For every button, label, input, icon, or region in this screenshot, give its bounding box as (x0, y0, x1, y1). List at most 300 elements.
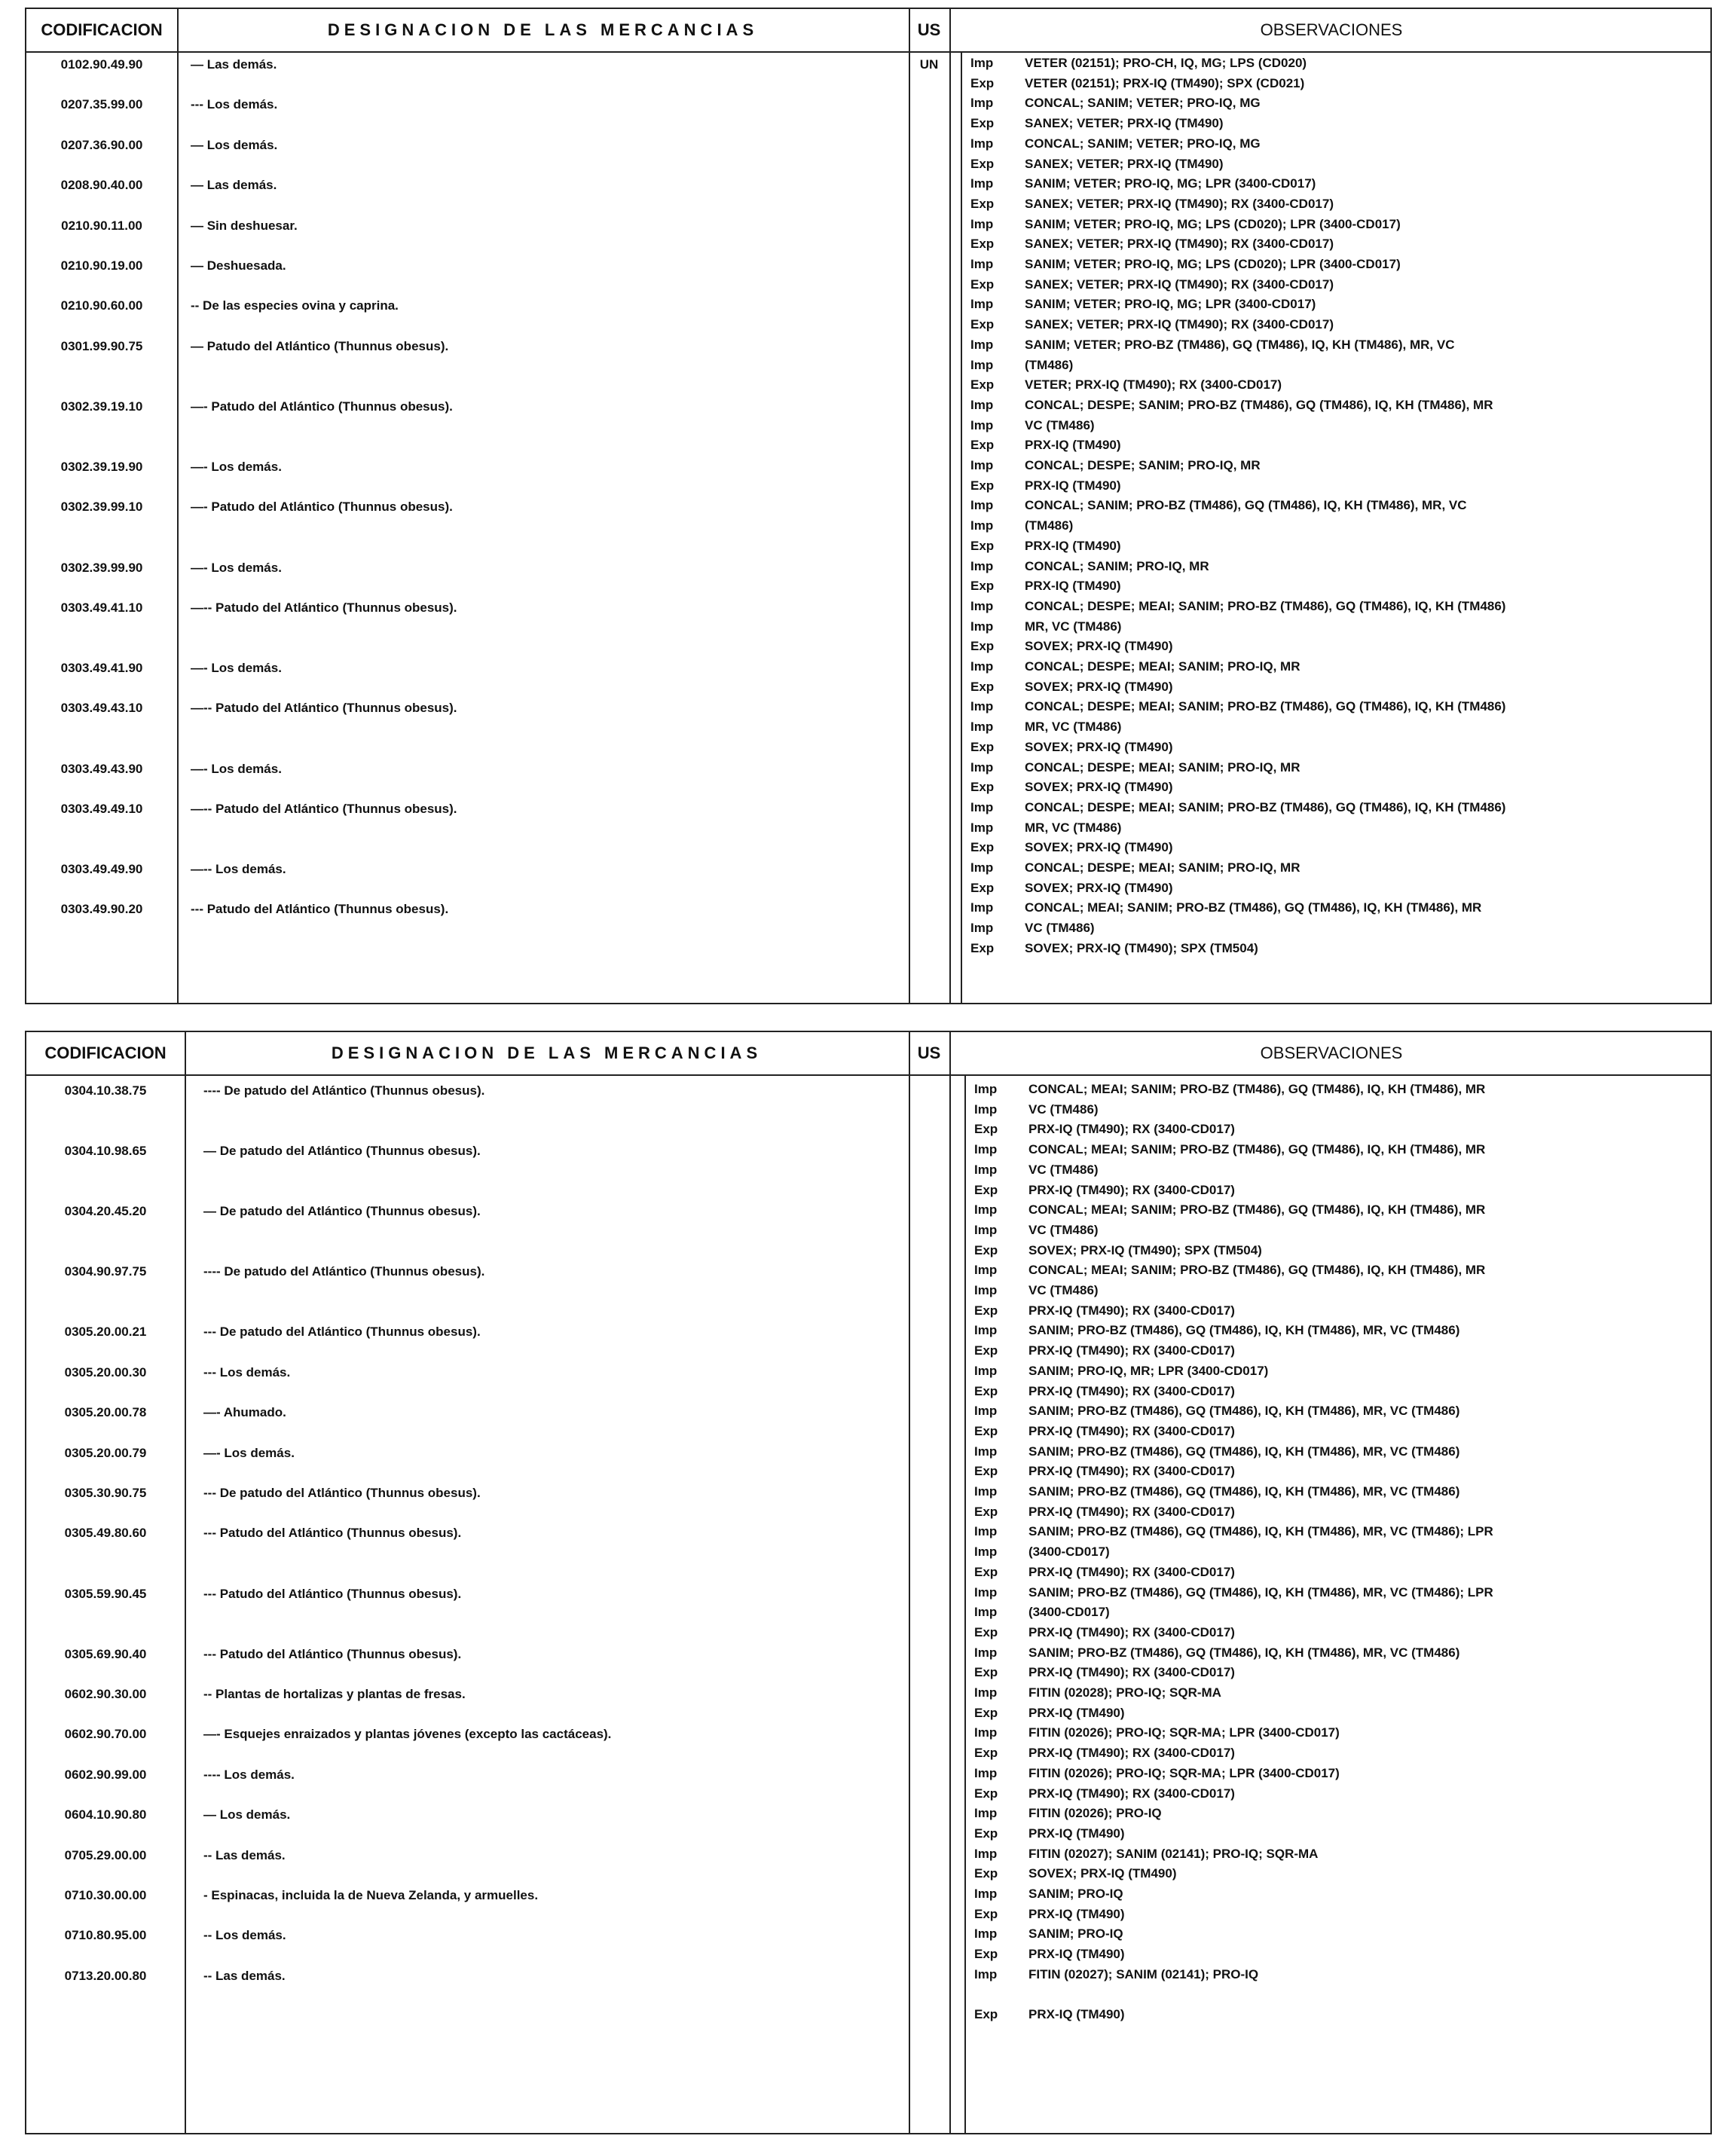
observation-line (974, 1786, 1235, 1801)
row-description: —- Esquejes enraizados y plantas jóvenes (excepto las cactáceas). (203, 1727, 612, 1742)
observation-line (970, 136, 1261, 151)
observation-line (974, 1404, 1459, 1419)
observation-type: Imp (974, 1222, 998, 1237)
observation-type: Exp (970, 317, 995, 332)
observation-type: Imp (970, 659, 994, 674)
observation-text: SANIM; PRO-IQ (1028, 1887, 1123, 1901)
observation-text: SANEX; VETER; PRX-IQ (TM490); RX (3400-CD017) (1025, 237, 1334, 252)
row-code: 0604.10.90.80 (64, 1807, 147, 1823)
observation-line (974, 1685, 1221, 1700)
observation-line (974, 1343, 1235, 1358)
observation-line (970, 579, 1121, 594)
observation-text: PRX-IQ (TM490); RX (3400-CD017) (1028, 1122, 1235, 1137)
observation-text: PRX-IQ (TM490) (1028, 1826, 1125, 1841)
observation-type: Imp (970, 558, 994, 573)
observation-type: Imp (970, 417, 994, 432)
observation-type: Imp (970, 136, 994, 151)
observation-text: PRX-IQ (TM490); RX (3400-CD017) (1028, 1665, 1235, 1680)
row-description: —-- Patudo del Atlántico (Thunnus obesus). (191, 600, 457, 615)
header-designacion: DESIGNACION DE LAS MERCANCIAS (331, 1043, 763, 1062)
observation-line (974, 1364, 1268, 1379)
observation-text: SANIM; PRO-IQ, MR; LPR (3400-CD017) (1028, 1363, 1269, 1378)
row-code: 0602.90.70.00 (64, 1727, 147, 1742)
observation-text: VETER (02151); PRO-CH, IQ, MG; LPS (CD020) (1025, 56, 1307, 70)
row-description: --- Patudo del Atlántico (Thunnus obesus). (191, 902, 449, 917)
observation-type: Imp (974, 1202, 998, 1218)
observation-type: Imp (970, 799, 994, 814)
observation-line (974, 1988, 1028, 2003)
observation-text: PRX-IQ (TM490); RX (3400-CD017) (1028, 1383, 1235, 1398)
header-codificacion: CODIFICACION (44, 1043, 167, 1062)
observation-line (974, 1303, 1235, 1318)
row-description: -- Los demás. (203, 1928, 286, 1943)
observation-text: FITIN (02027); SANIM (02141); PRO-IQ; SQR-MA (1028, 1846, 1319, 1861)
observation-line (970, 881, 1172, 896)
observation-line (970, 599, 1505, 614)
observation-type: Imp (974, 1545, 998, 1560)
observation-type: Imp (974, 1725, 998, 1740)
observation-text: SANEX; VETER; PRX-IQ (TM490); RX (3400-CD017) (1025, 196, 1334, 211)
row-description: --- Patudo del Atlántico (Thunnus obesus). (203, 1586, 462, 1601)
observation-line (974, 1202, 1485, 1218)
observation-text: SANIM; PRO-BZ (TM486), GQ (TM486), IQ, KH (TM486), MR, VC (TM486); LPR (1028, 1584, 1493, 1600)
observation-type: Imp (970, 720, 994, 735)
observation-type: Imp (974, 1444, 998, 1459)
row-code: 0305.20.00.79 (64, 1445, 147, 1460)
observation-type: Exp (974, 1303, 998, 1318)
row-code: 0705.29.00.00 (64, 1847, 147, 1862)
observation-type: Exp (970, 940, 995, 955)
observation-text: CONCAL; MEAI; SANIM; PRO-BZ (TM486), GQ (TM486), IQ, KH (TM486), MR (1028, 1263, 1486, 1278)
observation-type: Imp (974, 1685, 998, 1700)
row-code: 0207.36.90.00 (60, 137, 143, 152)
observation-text: PRX-IQ (TM490) (1028, 1947, 1125, 1962)
row-description: — De patudo del Atlántico (Thunnus obesus). (203, 1144, 481, 1159)
observation-line (970, 498, 1467, 513)
observation-text: PRX-IQ (TM490); RX (3400-CD017) (1028, 1423, 1235, 1438)
observation-type: Exp (970, 478, 995, 493)
observation-type: Imp (970, 216, 994, 231)
observation-type: Exp (970, 377, 995, 393)
observation-type: Imp (970, 921, 994, 936)
observation-line (974, 1866, 1176, 1881)
observation-text: SANIM; VETER; PRO-IQ, MG; LPS (CD020); LPR (3400-CD017) (1025, 257, 1401, 271)
header-us: US (917, 1043, 941, 1062)
observation-text: CONCAL; DESPE; MEAI; SANIM; PRO-IQ, MR (1025, 659, 1300, 674)
observation-text: (TM486) (1025, 518, 1074, 533)
row-code: 0710.30.00.00 (64, 1888, 147, 1902)
observation-type: Exp (974, 1746, 998, 1761)
observation-line (970, 900, 1481, 915)
observation-text: PRX-IQ (TM490); RX (3400-CD017) (1028, 1343, 1235, 1358)
observation-line (974, 1545, 1110, 1560)
observation-line (974, 1826, 1125, 1841)
observation-line (974, 1082, 1485, 1097)
observation-type: Imp (970, 860, 994, 875)
observation-line (970, 197, 1334, 212)
observation-line (970, 659, 1300, 674)
observation-line (974, 1766, 1340, 1781)
observation-text: CONCAL; DESPE; SANIM; PRO-IQ, MR (1025, 458, 1261, 472)
header-designacion: DESIGNACION DE LAS MERCANCIAS (327, 20, 759, 39)
observation-line (970, 157, 1224, 172)
observation-line (970, 418, 1095, 433)
row-code: 0305.30.90.75 (64, 1486, 147, 1500)
row-code: 0305.49.80.60 (64, 1526, 147, 1541)
observation-line (970, 619, 1121, 634)
row-code: 0301.99.90.75 (60, 338, 143, 353)
row-description: —- Los demás. (191, 460, 282, 474)
observation-text: SANIM; VETER; PRO-IQ, MG; LPS (CD020); LPR (3400-CD017) (1025, 216, 1401, 231)
row-description: — De patudo del Atlántico (Thunnus obesus). (203, 1204, 481, 1219)
row-description: --- De patudo del Atlántico (Thunnus obesus). (203, 1486, 481, 1500)
row-description: —-- Patudo del Atlántico (Thunnus obesus). (191, 801, 457, 816)
observation-type: Imp (970, 297, 994, 312)
observation-line (974, 1665, 1235, 1680)
observation-line (974, 1605, 1110, 1620)
observation-type: Exp (974, 1182, 998, 1197)
observation-line (974, 1163, 1099, 1178)
observation-line (974, 2007, 1125, 2022)
row-description: --- De patudo del Atlántico (Thunnus obesus). (203, 1325, 481, 1340)
observation-type: Exp (974, 1343, 998, 1358)
row-description: —- Los demás. (191, 560, 282, 575)
observation-text: (3400-CD017) (1028, 1605, 1110, 1620)
observation-type: Imp (970, 337, 994, 352)
observation-line (970, 780, 1172, 795)
observation-line (974, 1706, 1125, 1721)
observation-text: SOVEX; PRX-IQ (TM490) (1025, 679, 1173, 694)
observation-type: Exp (970, 156, 995, 171)
observation-type: Exp (974, 1705, 998, 1720)
row-description: — Deshuesada. (191, 258, 286, 273)
row-code: 0304.10.38.75 (64, 1083, 147, 1098)
observation-type: Exp (974, 1665, 998, 1680)
observation-text: PRX-IQ (TM490); RX (3400-CD017) (1028, 1303, 1235, 1318)
observation-type: Exp (974, 1624, 998, 1639)
row-description: --- Los demás. (191, 97, 278, 112)
observation-line (970, 921, 1095, 936)
observation-type: Imp (970, 176, 994, 191)
observation-text: SOVEX; PRX-IQ (TM490) (1025, 739, 1173, 754)
observation-line (974, 1565, 1235, 1580)
observation-type: Imp (974, 1645, 998, 1660)
observation-text: SANIM; PRO-IQ (1028, 1926, 1123, 1942)
row-code: 0303.49.41.10 (60, 600, 143, 615)
observation-text: PRX-IQ (TM490); RX (3400-CD017) (1028, 1624, 1235, 1639)
observation-text: VETER; PRX-IQ (TM490); RX (3400-CD017) (1025, 377, 1282, 393)
observation-text: PRX-IQ (TM490) (1028, 1906, 1125, 1921)
observation-type: Imp (974, 1584, 998, 1600)
observation-type: Exp (970, 538, 995, 553)
observation-line (970, 377, 1282, 393)
observation-type: Imp (974, 1887, 998, 1901)
observation-text: (TM486) (1025, 357, 1074, 372)
observation-text: SOVEX; PRX-IQ (TM490) (1025, 840, 1173, 855)
row-code: 0303.49.41.90 (60, 661, 143, 675)
row-code: 0303.49.49.90 (60, 862, 143, 876)
observation-text: CONCAL; DESPE; MEAI; SANIM; PRO-BZ (TM486), GQ (TM486), IQ, KH (TM486) (1025, 699, 1506, 714)
observation-line (970, 297, 1316, 312)
row-code: 0208.90.40.00 (60, 178, 143, 193)
observation-type: Imp (974, 1082, 998, 1096)
row-description: ---- De patudo del Atlántico (Thunnus obesus). (203, 1264, 485, 1279)
observation-type: Exp (970, 196, 995, 211)
table-2 (25, 1031, 1712, 2134)
observation-line (974, 1947, 1125, 1962)
observation-type: Imp (974, 1323, 998, 1338)
row-description: — Las demás. (191, 178, 277, 193)
observation-text: SANIM; VETER; PRO-IQ, MG; LPR (3400-CD017) (1025, 176, 1316, 191)
observation-text: SANIM; PRO-BZ (TM486), GQ (TM486), IQ, KH (TM486), MR, VC (TM486) (1028, 1645, 1460, 1660)
observation-text: PRX-IQ (TM490) (1028, 1705, 1125, 1720)
observation-line (974, 1645, 1459, 1661)
row-code: 0305.69.90.40 (64, 1646, 147, 1661)
row-description: — Las demás. (191, 57, 277, 72)
row-description: -- Las demás. (203, 1968, 286, 1983)
observation-line (970, 96, 1261, 111)
observation-line (970, 76, 1304, 91)
observation-type: Imp (974, 1142, 998, 1157)
observation-type: Exp (974, 1504, 998, 1519)
row-description: -- De las especies ovina y caprina. (191, 298, 399, 313)
observation-line (974, 1283, 1099, 1298)
observation-text: VC (TM486) (1028, 1162, 1099, 1177)
row-description: —- Patudo del Atlántico (Thunnus obesus). (191, 500, 453, 515)
observation-line (974, 1464, 1235, 1479)
observation-type: Imp (970, 257, 994, 271)
observation-type: Imp (974, 1806, 998, 1821)
observation-text: CONCAL; SANIM; VETER; PRO-IQ, MG (1025, 96, 1261, 111)
observation-text: MR, VC (TM486) (1025, 820, 1122, 835)
observation-line (974, 1263, 1485, 1278)
observation-type: Exp (970, 639, 995, 654)
observation-text: PRX-IQ (TM490); RX (3400-CD017) (1028, 1504, 1235, 1519)
observation-text: SOVEX; PRX-IQ (TM490); SPX (TM504) (1028, 1242, 1262, 1257)
observation-type: Imp (974, 1926, 998, 1942)
observation-line (970, 639, 1172, 654)
row-code: 0602.90.30.00 (64, 1687, 147, 1701)
observation-line (974, 1887, 1123, 1902)
observation-text: VC (TM486) (1028, 1283, 1099, 1297)
observation-text: SOVEX; PRX-IQ (TM490) (1025, 639, 1173, 654)
observation-line (970, 438, 1121, 453)
observation-type: Exp (970, 277, 995, 292)
observation-line (970, 820, 1121, 836)
observation-text: FITIN (02026); PRO-IQ; SQR-MA; LPR (3400-CD017) (1028, 1725, 1340, 1740)
observation-type: Exp (974, 2007, 998, 2022)
observation-line (970, 699, 1505, 714)
observation-line (970, 338, 1454, 353)
row-description: —-- Los demás. (191, 862, 286, 876)
observation-type: Exp (974, 1383, 998, 1398)
observation-line (974, 1505, 1235, 1520)
observation-line (974, 1444, 1459, 1459)
observation-line (970, 257, 1401, 272)
row-code: 0304.10.98.65 (64, 1144, 147, 1159)
row-description: -- Plantas de hortalizas y plantas de fresas. (203, 1687, 466, 1701)
row-code: 0302.39.19.10 (60, 399, 143, 414)
row-description: — Los demás. (203, 1807, 291, 1823)
row-code: 0305.20.00.78 (64, 1405, 147, 1420)
observation-text: PRX-IQ (TM490) (1025, 438, 1121, 453)
observation-line (970, 217, 1401, 232)
observation-line (970, 237, 1334, 252)
observation-text: CONCAL; DESPE; MEAI; SANIM; PRO-BZ (TM486), GQ (TM486), IQ, KH (TM486) (1025, 598, 1506, 613)
observation-type: Exp (970, 679, 995, 694)
observation-text: PRX-IQ (TM490); RX (3400-CD017) (1028, 1182, 1235, 1197)
row-code: 0303.49.90.20 (60, 902, 143, 917)
observation-text: SANEX; VETER; PRX-IQ (TM490); RX (3400-CD017) (1025, 317, 1334, 332)
observation-line (970, 478, 1121, 493)
observation-type: Imp (974, 1605, 998, 1620)
observation-text: PRX-IQ (TM490); RX (3400-CD017) (1028, 1564, 1235, 1579)
observation-text: CONCAL; DESPE; MEAI; SANIM; PRO-IQ, MR (1025, 860, 1300, 875)
observation-type: Exp (970, 75, 995, 90)
observation-type: Imp (970, 357, 994, 372)
row-description: —- Patudo del Atlántico (Thunnus obesus). (191, 399, 453, 414)
observation-line (970, 277, 1334, 292)
header-observaciones: OBSERVACIONES (1260, 20, 1403, 39)
observation-type: Exp (970, 780, 995, 795)
observation-text: FITIN (02026); PRO-IQ (1028, 1806, 1162, 1821)
row-description: —- Los demás. (203, 1445, 295, 1460)
observation-text: SOVEX; PRX-IQ (TM490) (1025, 780, 1173, 795)
observation-text: PRX-IQ (TM490); RX (3400-CD017) (1028, 1786, 1235, 1801)
observation-line (970, 760, 1300, 775)
observation-type: Imp (974, 1263, 998, 1278)
observation-line (974, 1142, 1485, 1157)
observation-type: Exp (970, 739, 995, 754)
observation-text: CONCAL; MEAI; SANIM; PRO-BZ (TM486), GQ (TM486), IQ, KH (TM486), MR (1028, 1202, 1486, 1218)
observation-text: SANIM; PRO-BZ (TM486), GQ (TM486), IQ, KH (TM486), MR, VC (TM486) (1028, 1484, 1460, 1499)
observation-type: Imp (974, 1846, 998, 1861)
row-code: 0303.49.49.10 (60, 801, 143, 816)
row-code: 0210.90.60.00 (60, 298, 143, 313)
observation-text: VC (TM486) (1025, 417, 1095, 432)
observation-line (974, 1484, 1459, 1499)
observation-line (974, 1524, 1493, 1539)
observation-type: Imp (970, 498, 994, 513)
row-description: — Sin deshuesar. (191, 218, 298, 233)
row-code: 0303.49.43.10 (60, 701, 143, 716)
header-codificacion: CODIFICACION (41, 20, 163, 39)
obs-inner-line (964, 1074, 966, 2133)
observation-type: Imp (970, 397, 994, 412)
observation-type: Imp (974, 1524, 998, 1539)
observation-line (970, 860, 1300, 875)
observation-type: Imp (974, 1363, 998, 1378)
header-observaciones: OBSERVACIONES (1260, 1043, 1403, 1062)
row-code: 0305.20.00.21 (64, 1325, 147, 1340)
table-1 (25, 8, 1712, 1004)
row-code: 0102.90.49.90 (60, 57, 143, 72)
observation-type: Exp (970, 438, 995, 453)
observation-text: VC (TM486) (1028, 1222, 1099, 1237)
row-description: — Los demás. (191, 137, 278, 152)
observation-line (974, 1102, 1099, 1117)
observation-line (970, 56, 1307, 71)
row-code: 0302.39.99.90 (60, 560, 143, 575)
observation-text: (3400-CD017) (1028, 1545, 1110, 1560)
row-description: —- Los demás. (191, 761, 282, 776)
observation-line (970, 539, 1121, 554)
observation-type: Exp (974, 1866, 998, 1881)
observation-text: FITIN (02028); PRO-IQ; SQR-MA (1028, 1685, 1221, 1700)
observation-text: SANIM; PRO-BZ (TM486), GQ (TM486), IQ, KH (TM486), MR, VC (TM486) (1028, 1323, 1460, 1338)
observation-text: SANIM; VETER; PRO-IQ, MG; LPR (3400-CD017) (1025, 297, 1316, 312)
row-description: — Patudo del Atlántico (Thunnus obesus). (191, 338, 449, 353)
observation-line (970, 358, 1073, 373)
observation-text: PRX-IQ (TM490) (1028, 2007, 1125, 2022)
observation-line (974, 1907, 1125, 1922)
observation-text: PRX-IQ (TM490); RX (3400-CD017) (1028, 1746, 1235, 1761)
observation-type: Imp (970, 820, 994, 835)
observation-text: SANIM; VETER; PRO-BZ (TM486), GQ (TM486), IQ, KH (TM486), MR, VC (1025, 337, 1455, 352)
observation-text: CONCAL; DESPE; MEAI; SANIM; PRO-BZ (TM486), GQ (TM486), IQ, KH (TM486) (1025, 799, 1506, 814)
row-description: ---- Los demás. (203, 1767, 295, 1782)
observation-type: Exp (974, 1242, 998, 1257)
observation-type: Imp (970, 699, 994, 714)
observation-line (970, 398, 1493, 413)
observation-line (974, 1183, 1235, 1198)
observation-line (970, 458, 1261, 473)
obs-inner-line (961, 51, 962, 1003)
observation-type: Exp (970, 880, 995, 895)
row-description: —-- Patudo del Atlántico (Thunnus obesus). (191, 701, 457, 716)
observation-text: MR, VC (TM486) (1025, 619, 1122, 634)
observation-text: SOVEX; PRX-IQ (TM490) (1028, 1866, 1177, 1881)
row-description: -- Las demás. (203, 1847, 286, 1862)
observation-type: Exp (974, 1564, 998, 1579)
observation-line (974, 1424, 1235, 1439)
observation-line (974, 1847, 1318, 1862)
observation-line (970, 720, 1121, 735)
observation-type: Imp (970, 900, 994, 915)
observation-type: Exp (974, 1906, 998, 1921)
observation-text: SANIM; PRO-BZ (TM486), GQ (TM486), IQ, KH (TM486), MR, VC (TM486) (1028, 1444, 1460, 1459)
observation-line (974, 1122, 1235, 1137)
observation-line (970, 317, 1334, 332)
observation-type: Imp (970, 458, 994, 472)
observation-line (974, 1746, 1235, 1761)
row-code: 0713.20.00.80 (64, 1968, 147, 1983)
observation-type: Imp (974, 1484, 998, 1499)
observation-line (974, 1967, 1258, 1982)
observation-text: SOVEX; PRX-IQ (TM490); SPX (TM504) (1025, 940, 1258, 955)
observation-type: Imp (970, 619, 994, 634)
row-code: 0305.59.90.45 (64, 1586, 147, 1601)
row-code: 0210.90.11.00 (61, 218, 142, 233)
observation-text: CONCAL; MEAI; SANIM; PRO-BZ (TM486), GQ (TM486), IQ, KH (TM486), MR (1025, 900, 1482, 915)
observation-text: CONCAL; MEAI; SANIM; PRO-BZ (TM486), GQ (TM486), IQ, KH (TM486), MR (1028, 1082, 1486, 1096)
observation-text: PRX-IQ (TM490) (1025, 579, 1121, 594)
observation-text: SANIM; PRO-BZ (TM486), GQ (TM486), IQ, KH (TM486), MR, VC (TM486); LPR (1028, 1524, 1493, 1539)
observation-text: VETER (02151); PRX-IQ (TM490); SPX (CD021) (1025, 75, 1305, 90)
observation-type: Exp (970, 840, 995, 855)
row-code: 0304.20.45.20 (64, 1204, 147, 1219)
observation-text: PRX-IQ (TM490); RX (3400-CD017) (1028, 1464, 1235, 1479)
observation-line (970, 840, 1172, 855)
row-description: —- Los demás. (191, 661, 282, 675)
observation-text: MR, VC (TM486) (1025, 720, 1122, 735)
observation-text: VC (TM486) (1028, 1101, 1099, 1117)
observation-line (970, 559, 1209, 574)
observation-type: Imp (974, 1966, 998, 1981)
observation-type: Imp (974, 1404, 998, 1419)
observation-line (974, 1725, 1340, 1740)
observation-line (970, 941, 1258, 956)
